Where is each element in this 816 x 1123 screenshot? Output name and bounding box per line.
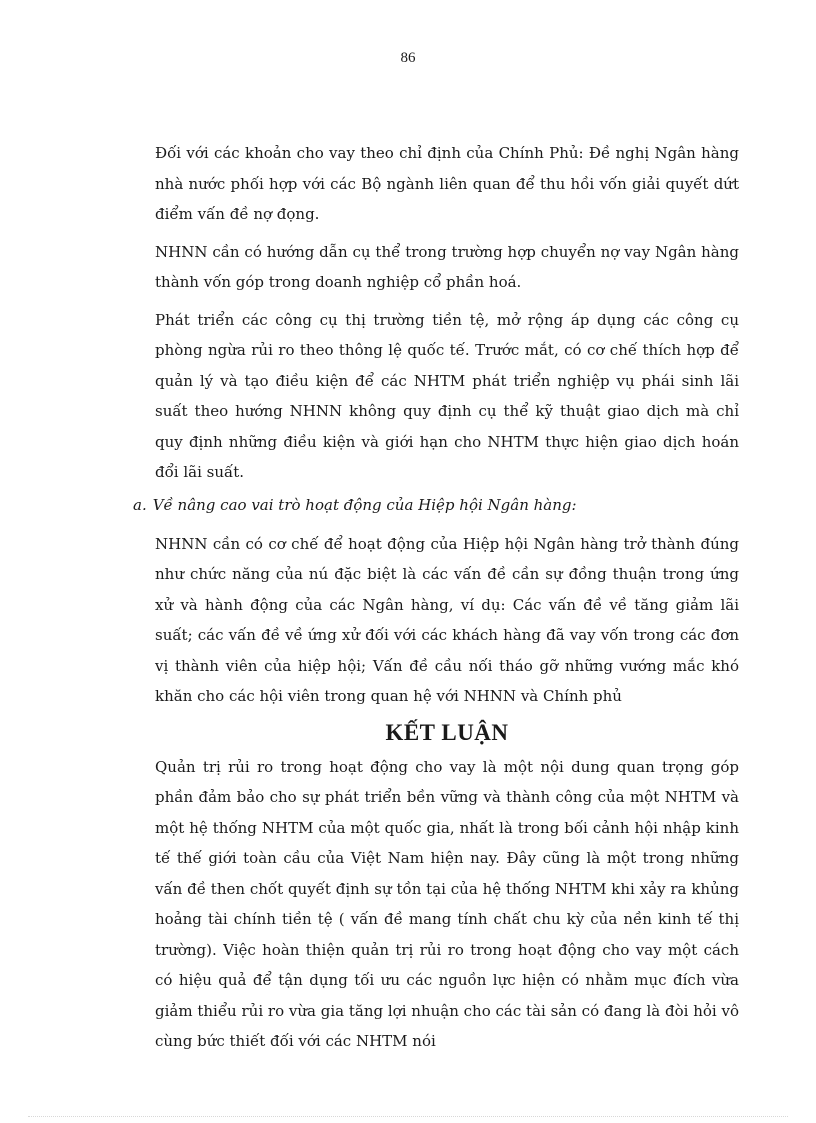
paragraph-conclusion: Quản trị rủi ro trong hoạt động cho vay là một nội dung quan trọng góp phần đảm bảo cho sự phát triển bền vững và thành công của một NHTM và một hệ thống NHTM của một quốc gia, nhất là trong bối cảnh hội nhập kinh tế thế giới toàn cầu của Việt Nam hiện nay. Đây cũng là một trong những vấn đề then chốt quyết định sự tồn tại của hệ thống NHTM khi xảy ra khủng hoảng tài chính tiền tệ ( vấn đề mang tính chất chu kỳ của nền kinh tế thị trường). Việc hoàn thiện quản trị rủi ro trong hoạt động cho vay một cách có hiệu quả để tận dụng tối ưu các nguồn lực hiện có nhằm mục đích vừa giảm thiểu rủi ro vừa gia tăng lợi nhuận cho các tài sản có đang là đòi hỏi vô cùng bức thiết đối với các NHTM nói [155,757,739,1050]
paragraph-debt-conversion: NHNN cần có hướng dẫn cụ thể trong trường hợp chuyển nợ vay Ngân hàng thành vốn góp trong doanh nghiệp cổ phần hoá. [155,242,739,291]
paragraph-government-loans: Đối với các khoản cho vay theo chỉ định của Chính Phủ: Đề nghị Ngân hàng nhà nước phối hợp với các Bộ ngành liên quan để thu hồi vốn giải quyết dứt điểm vấn đề nợ đọng. [155,144,739,223]
subsection-title: Về nâng cao vai trò hoạt động của Hiệp hội Ngân hàng: [152,495,577,514]
page-content [133,138,739,1057]
paragraph-money-market-tools: Phát triển các công cụ thị trường tiền tệ, mở rộng áp dụng các công cụ phòng ngừa rủi ro theo thông lệ quốc tế. Trước mắt, có cơ chế thích hợp để quản lý và tạo điều kiện để các NHTM phát triển nghiệp vụ phái sinh lãi suất theo hướng NHNN không quy định cụ thể kỹ thuật giao dịch mà chỉ quy định những điều kiện và giới hạn cho NHTM thực hiện giao dịch hoán đổi lãi suất. [155,310,739,481]
paragraph-bank-association: NHNN cần có cơ chế để hoạt động của Hiệp hội Ngân hàng trở thành đúng như chức năng của nú đặc biệt là các vấn đề cần sự đồng thuận trong ứng xử và hành động của các Ngân hàng, ví dụ: Các vấn đề về tăng giảm lãi suất; các vấn đề về ứng xử đối với các khách hàng đã vay vốn trong các đơn vị thành viên của hiệp hội; Vấn đề cầu nối tháo gỡ những vướng mắc khó khăn cho các hội viên trong quan hệ với NHNN và Chính phủ [155,534,739,705]
subsection-label: a. [133,495,147,514]
subsection-heading [133,490,739,520]
page-number: 86 [400,50,416,66]
conclusion-title: KẾT LUẬN [385,719,509,745]
page-bottom-divider [28,1116,788,1117]
